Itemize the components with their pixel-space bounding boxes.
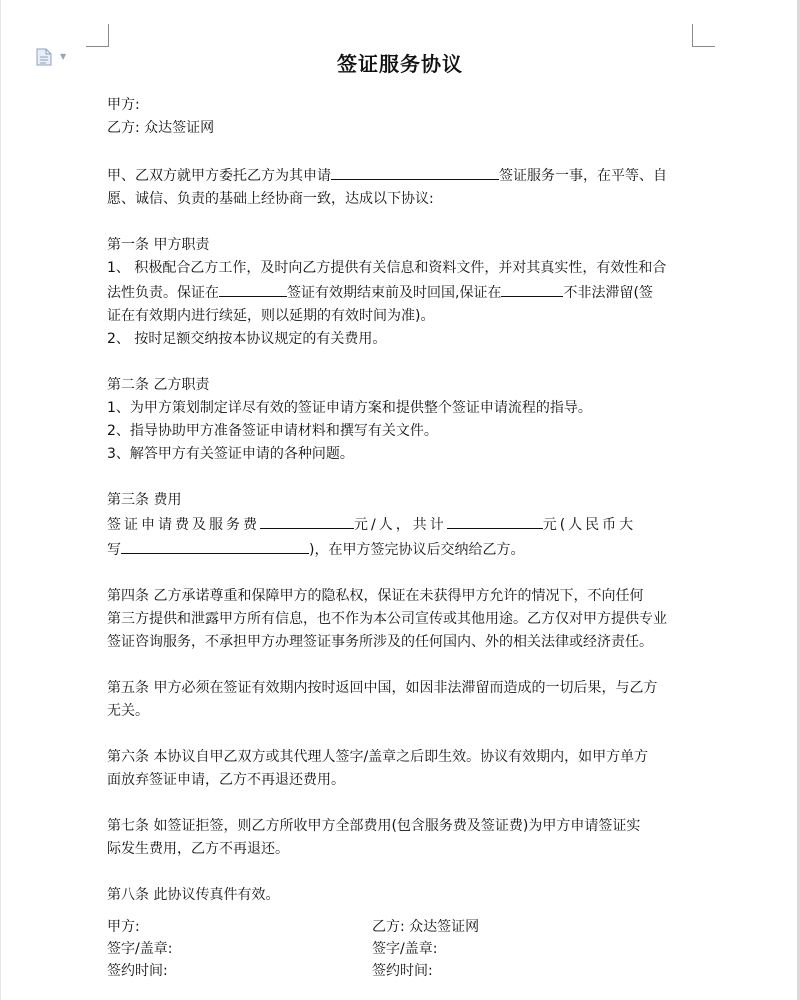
article-4-line-2: 第三方提供和泄露甲方所有信息，也不作为本公司宣传或其他用途。乙方仅对甲方提供专业 [107,611,667,627]
dropdown-caret-icon[interactable]: ▼ [60,52,67,61]
signature-party-a [107,916,172,982]
header-party-a: 甲方: [107,97,140,113]
stay-country-blank[interactable] [501,280,563,297]
article-6-line-1: 第六条 本协议自甲乙双方或其代理人签字/盖章之后即生效。协议有效期内，如甲方单方 [107,749,649,765]
article-6-line-2: 面放弃签证申请，乙方不再退还费用。 [107,772,345,788]
article-4-line-3: 签证咨询服务，不承担甲方办理签证事务所涉及的任何国内、外的相关法律或经济责任。 [107,634,653,650]
article-1-text-b: 签证有效期结束前及时回国,保证在 [287,285,502,301]
fee-per-person-blank[interactable] [260,512,354,529]
article-1-heading: 第一条 甲方职责 [107,237,210,253]
crop-mark-top-right [692,24,715,47]
article-5-line-2: 无关。 [107,703,149,719]
fee-capital-blank[interactable] [121,537,309,554]
article-2-line-2: 2、指导协助甲方准备签证申请材料和撰写有关文件。 [107,423,438,439]
signature-a-party: 甲方: [107,919,140,935]
article-7-line-1: 第七条 如签证拒签，则乙方所收甲方全部费用(包含服务费及签证费)为甲方申请签证实 [107,818,641,834]
article-1-text-a: 法性负责。保证在 [107,285,219,301]
signature-a-date: 签约时间: [107,963,168,979]
intro-text-a: 甲、乙双方就甲方委托乙方为其申请 [107,168,331,184]
fee-total-blank[interactable] [447,512,543,529]
intro-line-1 [107,163,693,188]
fee-label: 签证申请费及服务费 [107,517,260,533]
article-5-line-1: 第五条 甲方必须在签证有效期内按时返回中国，如因非法滞留而造成的一切后果，与乙方 [107,680,658,696]
article-2-heading: 第二条 乙方职责 [107,377,210,393]
article-3-heading: 第三条 费用 [107,492,182,508]
article-7-line-2: 际发生费用，乙方不再退还。 [107,841,289,857]
signature-b-date: 签约时间: [372,963,433,979]
article-8-line-1: 第八条 此协议传真件有效。 [107,887,280,903]
fee-payment-text: )，在甲方签完协议后交纳给乙方。 [309,542,525,558]
article-2-line-3: 3、解答甲方有关签证申请的各种问题。 [107,446,354,462]
article-1-line-1: 1、 积极配合乙方工作，及时向乙方提供有关信息和资料文件，并对其真实性，有效性和合 [107,260,667,276]
visa-type-blank[interactable] [331,163,499,180]
document-body [107,94,693,907]
crop-mark-top-left [86,24,109,47]
article-3-line-1 [107,512,693,537]
signature-a-sign: 签字/盖章: [107,941,173,957]
article-2-line-1: 1、为甲方策划制定详尽有效的签证申请方案和提供整个签证申请流程的指导。 [107,400,592,416]
fee-rmb-label: 元(人民币大 [542,517,637,533]
document-title: 签证服务协议 [337,52,463,76]
article-3-line-2 [107,537,693,562]
signature-b-party: 乙方: 众达签证网 [372,919,480,935]
fee-capital-label: 写 [107,542,121,558]
article-1-line-3: 证在有效期内进行续延，则以延期的有效时间为准)。 [107,308,435,324]
signature-party-b [372,916,479,982]
intro-line-2: 愿、诚信、负责的基础上经协商一致，达成以下协议: [107,191,434,207]
header-party-b: 乙方: 众达签证网 [107,120,215,136]
fee-total-label: 元/人，共计 [354,517,447,533]
signature-b-sign: 签字/盖章: [372,941,438,957]
page-left-edge [0,0,1,1000]
article-1-line-4: 2、 按时足额交纳按本协议规定的有关费用。 [107,331,387,347]
intro-text-b: 签证服务一事，在平等、自 [499,168,667,184]
article-1-line-2 [107,280,693,305]
return-country-blank[interactable] [219,280,287,297]
article-4-line-1: 第四条 乙方承诺尊重和保障甲方的隐私权，保证在未获得甲方允许的情况下，不向任何 [107,588,644,604]
article-1-text-c: 不非法滞留(签 [563,285,653,301]
